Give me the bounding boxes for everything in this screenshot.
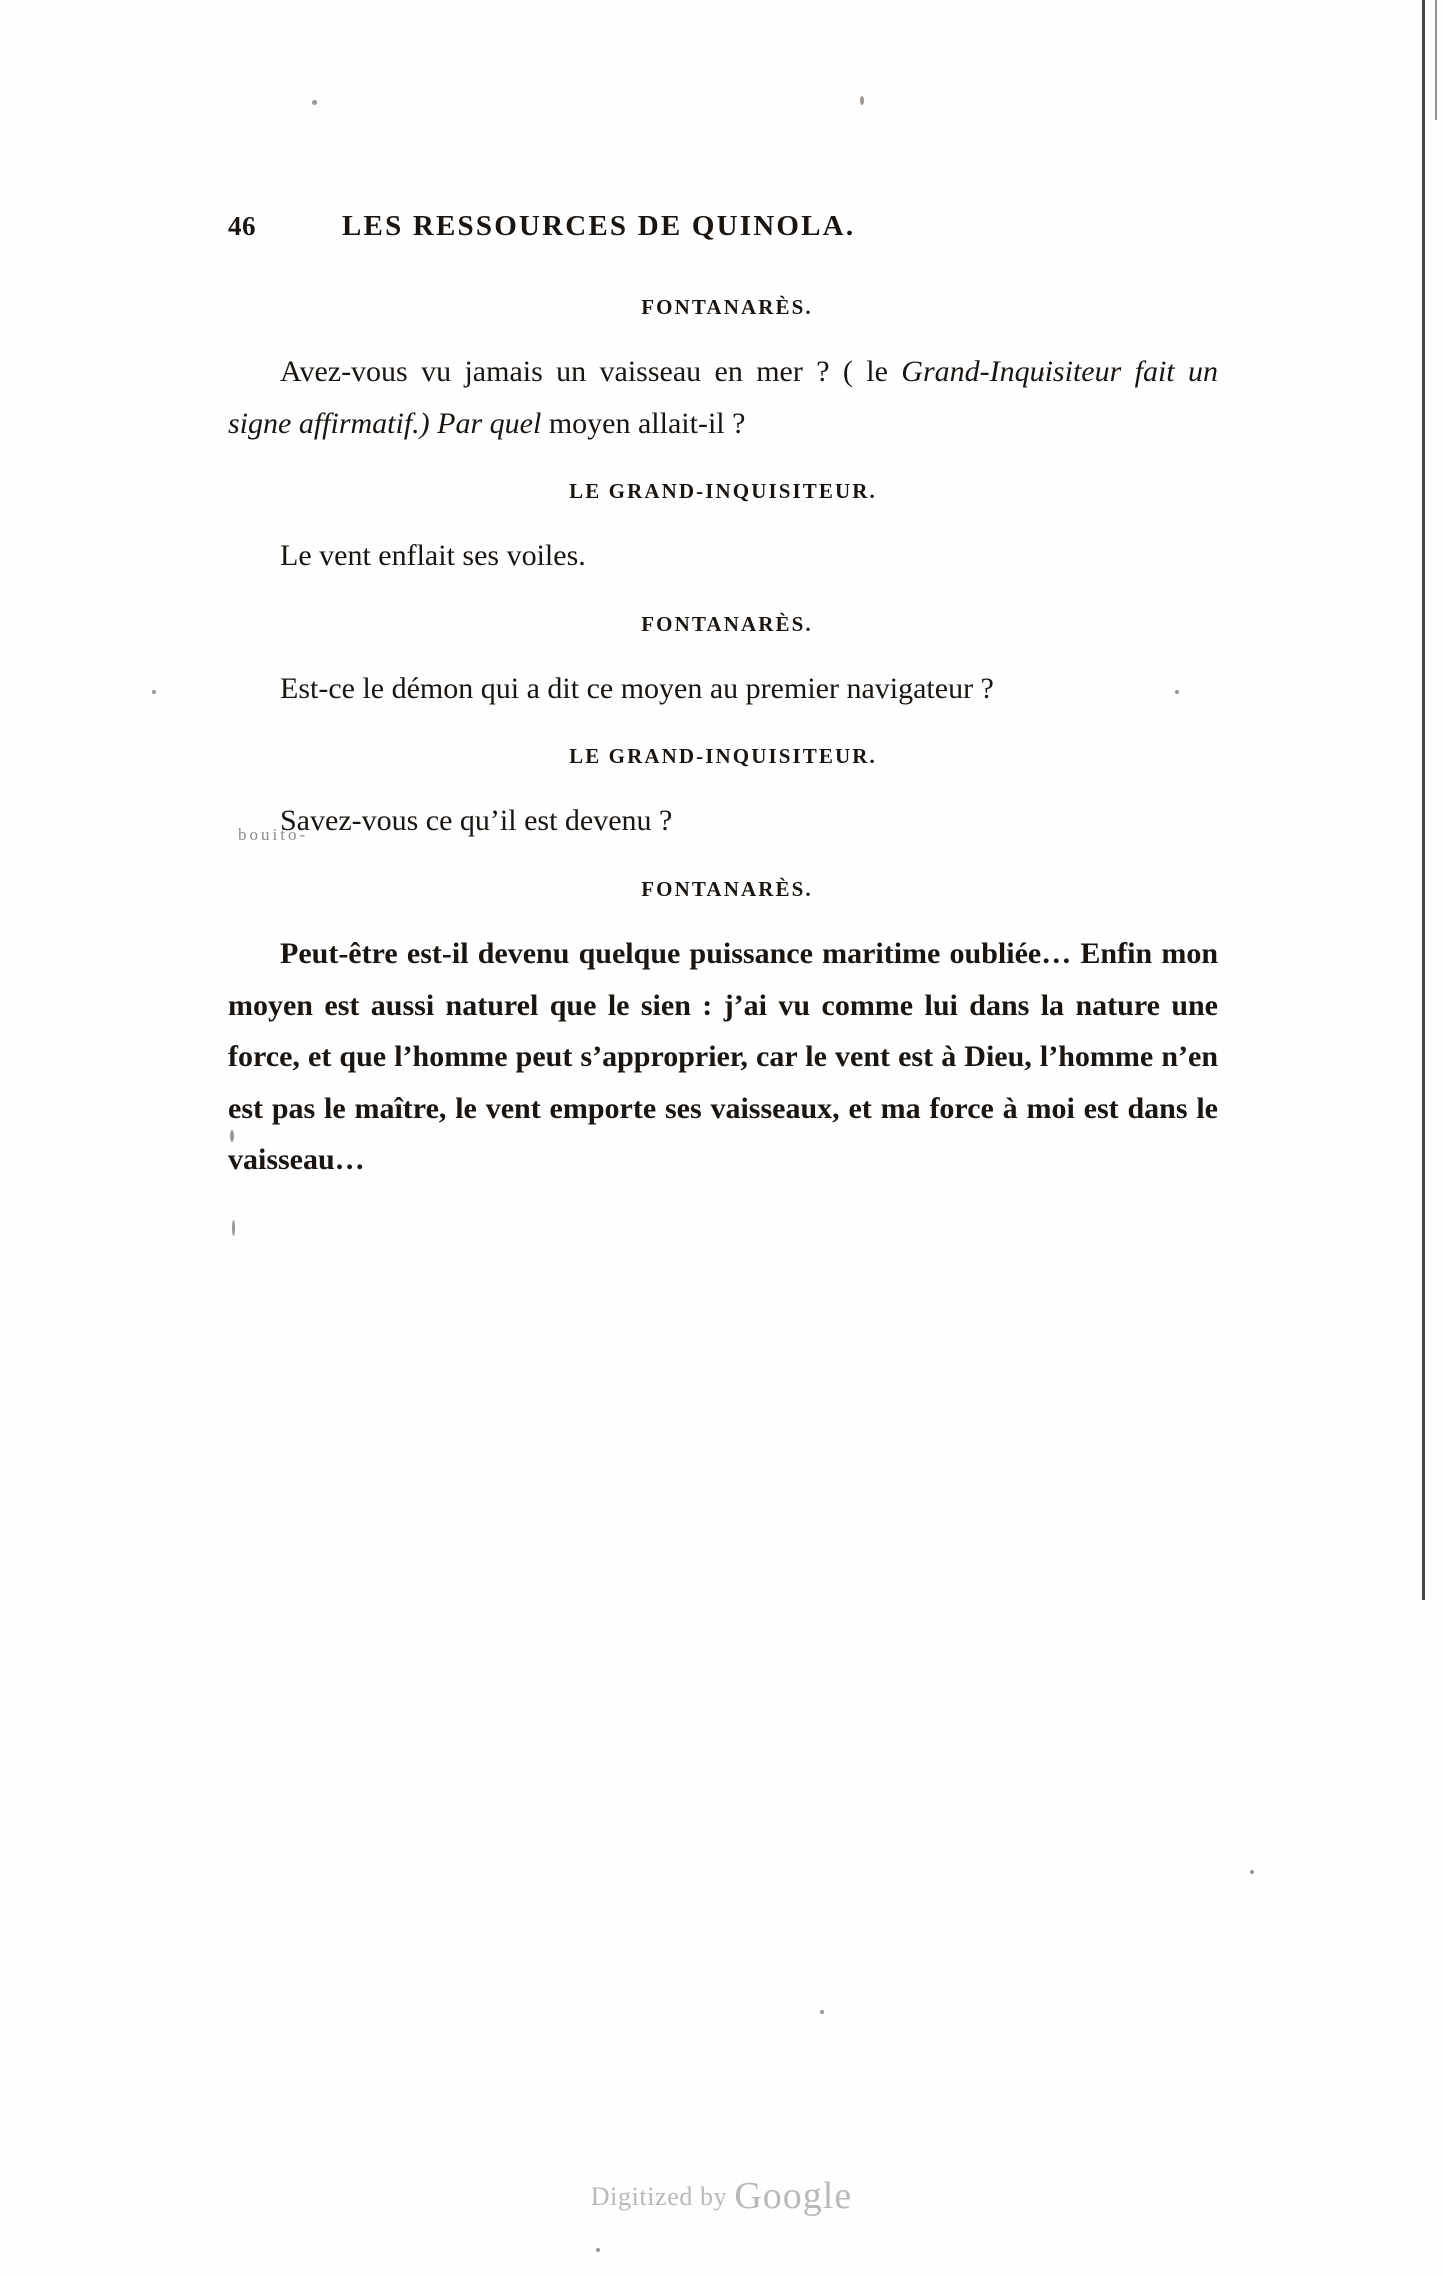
page-header [228,210,1218,243]
scan-speck [232,1220,235,1236]
show-through-text: bouito- [238,824,309,844]
speaker-name: FONTANARÈS. [641,611,813,636]
speech-paragraph: Le vent enflait ses voiles. [280,539,586,573]
speaker-name: FONTANARÈS. [641,876,813,901]
digitization-credit-prefix: Digitized by [590,2182,728,2211]
scan-speck [860,96,864,105]
speech-line-stage: Grand-Inquisiteur fait un signe affirmatif.) Par quel [228,355,1219,440]
speech-line: moyen allait-il ? [548,406,746,440]
speaker-name: LE GRAND-INQUISITEUR. [569,744,877,769]
page-number: 46 [228,211,256,241]
page-edge-shadow-top [1435,0,1437,120]
page-edge-shadow [1422,0,1425,1600]
speaker-name: LE GRAND-INQUISITEUR. [569,479,877,504]
speech-paragraph: Savez-vous ce qu’il est devenu ? [280,804,673,838]
speaker-name: FONTANARÈS. [641,295,813,319]
scan-speck [820,2010,824,2014]
scan-speck [1250,1870,1254,1874]
speech-line: Avez-vous vu jamais un vaisseau en mer ? ( le [280,355,888,388]
speech-paragraph: Peut-être est-il devenu quelque puissance maritime oubliée… Enfin mon moyen est aussi naturel que le sien : j’ai vu comme lui dans la nature une force, et que l’homme peut s’approprier, car le vent est à Dieu, l’homme n’en est pas le maître, le vent emporte ses vaisseaux, et ma force à moi est dans le vaisseau… [228,936,1218,1177]
page-content [228,210,1218,1198]
scan-speck [596,2248,600,2252]
scan-speck [312,100,317,105]
scan-speck [152,690,156,694]
speech-paragraph: Est-ce le démon qui a dit ce moyen au premier navigateur ? [280,671,994,705]
running-title: LES RESSOURCES DE QUINOLA. [342,210,856,242]
google-wordmark: Google [734,2175,853,2217]
speech-paragraph [228,346,1218,449]
digitization-credit [0,2174,1443,2218]
